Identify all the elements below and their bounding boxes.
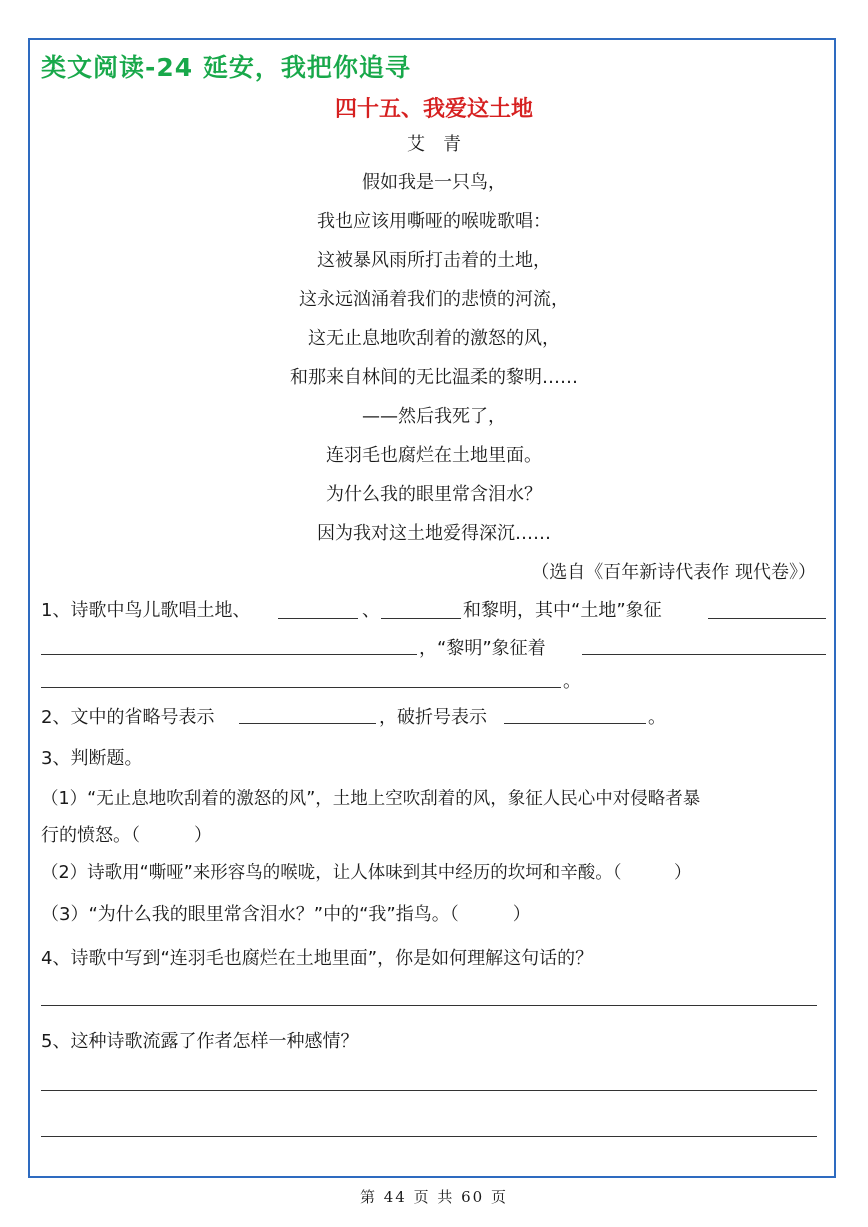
question-1-text: 和黎明，其中“土地”象征	[463, 600, 662, 621]
question-3-item-3[interactable]: （3）“为什么我的眼里常含泪水？”中的“我”指鸟。（ ）	[41, 904, 531, 925]
question-1-text: 1、诗歌中鸟儿歌唱土地、	[41, 600, 251, 621]
poem-line: 因为我对这土地爱得深沉……	[317, 523, 551, 544]
question-2-text: 2、文中的省略号表示	[41, 707, 215, 728]
poem-line: 假如我是一只鸟，	[362, 172, 506, 193]
poem-line: 为什么我的眼里常含泪水？	[326, 484, 542, 505]
answer-blank[interactable]	[582, 654, 826, 655]
page-number: 第 44 页 共 60 页	[359, 1188, 508, 1206]
answer-blank[interactable]	[504, 723, 646, 724]
question-2-text: ，破折号表示	[379, 707, 487, 728]
poem-line: 连羽毛也腐烂在土地里面。	[326, 445, 542, 466]
question-3-item-1-cont[interactable]: 行的愤怒。（ ）	[41, 825, 212, 846]
answer-line[interactable]	[41, 1005, 817, 1006]
question-3-item-2[interactable]: （2）诗歌用“嘶哑”来形容鸟的喉咙，让人体味到其中经历的坎坷和辛酸。（ ）	[41, 863, 692, 883]
poem-source: （选自《百年新诗代表作 现代卷》）	[531, 562, 816, 583]
answer-blank[interactable]	[381, 618, 461, 619]
answer-blank[interactable]	[41, 687, 561, 688]
poem-line: ——然后我死了，	[362, 406, 506, 427]
question-1-separator: 、	[362, 600, 380, 621]
answer-line[interactable]	[41, 1090, 817, 1091]
question-1-end: 。	[563, 671, 581, 692]
answer-blank[interactable]	[41, 654, 417, 655]
poem-line: 和那来自林间的无比温柔的黎明……	[290, 367, 578, 388]
worksheet-title: 类文阅读-24 延安，我把你追寻	[41, 53, 411, 82]
answer-blank[interactable]	[708, 618, 826, 619]
question-1-text: ，“黎明”象征着	[419, 638, 546, 659]
poem-line: 这被暴风雨所打击着的土地，	[317, 250, 551, 271]
poem-line: 这无止息地吹刮着的激怒的风，	[308, 328, 560, 349]
answer-line[interactable]	[41, 1136, 817, 1137]
poem-title: 四十五、我爱这土地	[334, 97, 533, 122]
answer-blank[interactable]	[278, 618, 358, 619]
question-2-end: 。	[648, 707, 666, 728]
question-3-item-1: （1）“无止息地吹刮着的激怒的风”，土地上空吹刮着的风，象征人民心中对侵略者暴	[41, 789, 701, 809]
question-5-text: 5、这种诗歌流露了作者怎样一种感情？	[41, 1031, 359, 1052]
question-4-text: 4、诗歌中写到“连羽毛也腐烂在土地里面”，你是如何理解这句话的？	[41, 948, 594, 969]
answer-blank[interactable]	[239, 723, 376, 724]
question-3-title: 3、判断题。	[41, 748, 143, 769]
poem-line: 这永远汹涌着我们的悲愤的河流，	[299, 289, 569, 310]
poem-line: 我也应该用嘶哑的喉咙歌唱：	[317, 211, 551, 232]
poem-author: 艾青	[407, 134, 479, 155]
